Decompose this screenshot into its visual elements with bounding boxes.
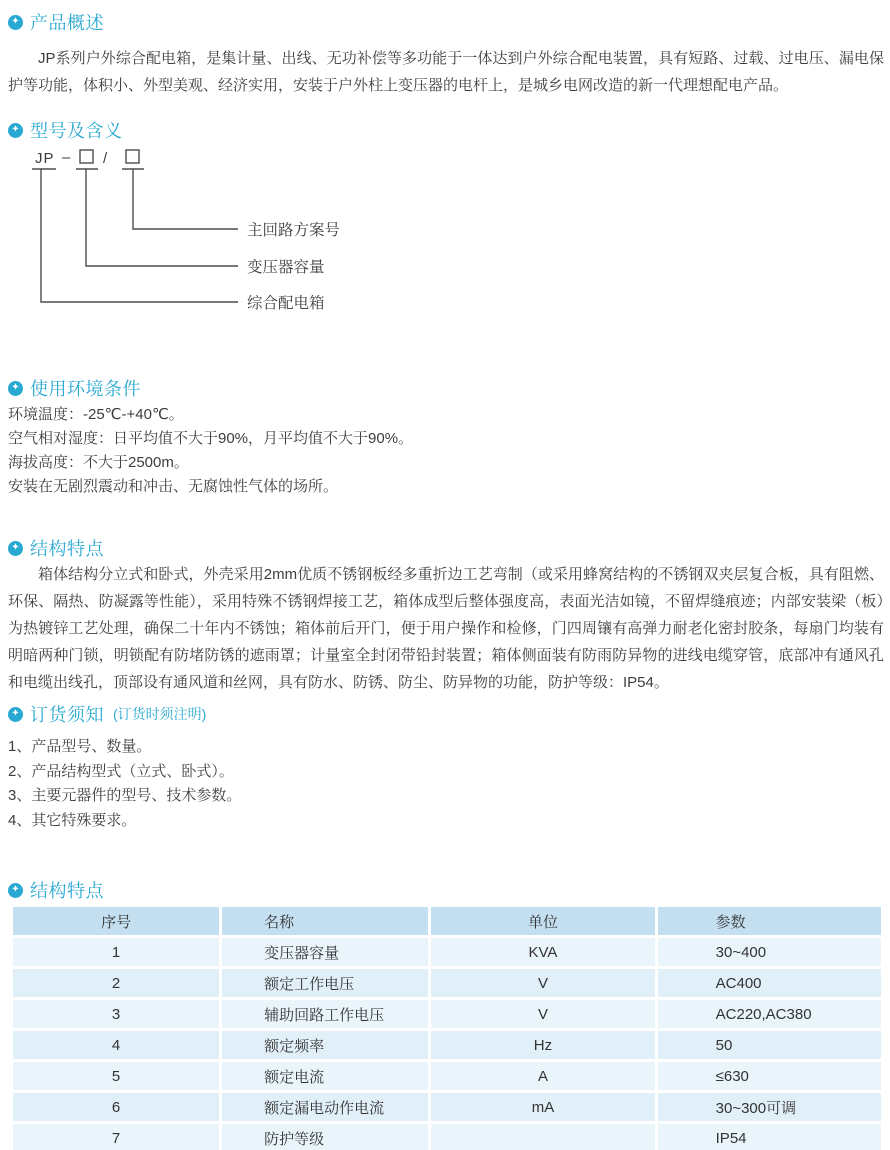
cell-name: 防护等级 — [222, 1124, 428, 1150]
section-header-structure — [8, 535, 104, 561]
column-header-index: 序号 — [13, 907, 219, 935]
structure-paragraph: 箱体结构分立式和卧式，外壳采用2mm优质不锈钢板经多重折边工艺弯制（或采用蜂窝结构的不锈钢双夹层复合板，具有阻燃、环保、隔热、防凝露等性能），采用特殊不锈钢焊接工艺，箱体成型后整体强度高，表面光洁如镜，不留焊缝痕迹；内部安装梁（板）为热镀锌工艺处理，确保二十年内不锈蚀；箱体前后开门，便于用户操作和检修，门四周镶有高弹力耐老化密封胶条，每扇门均装有明暗两种门锁，明锁配有防堵防锈的遮雨罩；计量室全封闭带铅封装置；箱体侧面装有防雨防异物的进线电缆穿管，底部冲有通风孔和电缆出线孔，顶部设有通风道和丝网，具有防水、防锈、防尘、防异物的功能，防护等级：IP54。 — [8, 566, 884, 691]
order-item-2: 2、产品结构型式（立式、卧式）。 — [8, 762, 234, 780]
model-prefix: JP — [35, 150, 55, 167]
section-header-environment — [8, 375, 141, 401]
cell-unit: A — [431, 1062, 654, 1090]
model-box-capacity — [80, 150, 93, 163]
section-title-structure: 结构特点 — [30, 539, 104, 559]
section-header-model — [8, 117, 123, 143]
table-row — [13, 1124, 881, 1150]
order-item-3: 3、主要元器件的型号、技术参数。 — [8, 787, 242, 804]
cell-index: 2 — [13, 969, 219, 997]
cell-parameter: AC400 — [658, 969, 881, 997]
cell-parameter: IP54 — [658, 1124, 881, 1150]
technical-parameters-table — [10, 904, 884, 1150]
env-item-humidity: 空气相对湿度：日平均值不大于90%，月平均值不大于90%。 — [8, 430, 414, 447]
section-header-overview — [8, 9, 104, 35]
cell-name: 额定频率 — [222, 1031, 428, 1059]
cell-name: 额定工作电压 — [222, 969, 428, 997]
env-item-location: 安装在无剧烈震动和冲击、无腐蚀性气体的场所。 — [8, 478, 339, 495]
cell-index: 6 — [13, 1093, 219, 1121]
connector-scheme — [133, 169, 238, 229]
env-item-temperature: 环境温度：-25℃-+40℃。 — [8, 406, 184, 423]
star-circle-icon: ✦ — [8, 381, 23, 396]
table-header-row — [13, 907, 881, 935]
cell-index: 1 — [13, 938, 219, 966]
star-circle-icon: ✦ — [8, 707, 23, 722]
star-circle-icon: ✦ — [8, 123, 23, 138]
cell-name: 辅助回路工作电压 — [222, 1000, 428, 1028]
label-transformer-capacity: 变压器容量 — [247, 259, 325, 276]
table-row — [13, 969, 881, 997]
ordering-notes-list — [8, 735, 241, 833]
cell-unit — [431, 1124, 654, 1150]
table-row — [13, 1062, 881, 1090]
cell-parameter: 30~300可调 — [658, 1093, 881, 1121]
table-row — [13, 1031, 881, 1059]
section-title-model: 型号及含义 — [30, 121, 123, 141]
model-designation-diagram — [0, 146, 890, 320]
table-row — [13, 1000, 881, 1028]
column-header-unit: 单位 — [431, 907, 654, 935]
section-title-ordering: 订货须知 — [30, 705, 104, 725]
cell-unit: V — [431, 1000, 654, 1028]
section-title-environment: 使用环境条件 — [30, 379, 141, 399]
order-item-1: 1、产品型号、数量。 — [8, 738, 152, 755]
section-title-parameters: 结构特点 — [30, 881, 104, 901]
cell-unit: V — [431, 969, 654, 997]
label-distribution-box: 综合配电箱 — [247, 295, 325, 312]
connector-capacity — [86, 169, 238, 266]
cell-parameter: AC220,AC380 — [658, 1000, 881, 1028]
cell-name: 额定电流 — [222, 1062, 428, 1090]
model-box-scheme — [126, 150, 139, 163]
cell-unit: mA — [431, 1093, 654, 1121]
cell-name: 变压器容量 — [222, 938, 428, 966]
star-circle-icon: ✦ — [8, 15, 23, 30]
column-header-parameter: 参数 — [658, 907, 881, 935]
table-row — [13, 938, 881, 966]
section-title-overview: 产品概述 — [30, 13, 104, 33]
cell-parameter: 30~400 — [658, 938, 881, 966]
star-circle-icon: ✦ — [8, 541, 23, 556]
cell-index: 4 — [13, 1031, 219, 1059]
environment-conditions-list — [8, 403, 413, 499]
label-main-circuit-scheme: 主回路方案号 — [247, 222, 341, 239]
cell-parameter: 50 — [658, 1031, 881, 1059]
model-dash: – — [62, 149, 72, 166]
env-item-altitude: 海拔高度：不大于2500m。 — [8, 454, 189, 471]
cell-unit: KVA — [431, 938, 654, 966]
connector-box — [41, 169, 238, 302]
order-item-4: 4、其它特殊要求。 — [8, 811, 137, 829]
cell-index: 7 — [13, 1124, 219, 1150]
star-circle-icon: ✦ — [8, 883, 23, 898]
cell-index: 5 — [13, 1062, 219, 1090]
column-header-name: 名称 — [222, 907, 428, 935]
section-header-parameters — [8, 877, 104, 903]
section-subtitle-ordering: (订货时须注明) — [113, 706, 207, 722]
section-header-ordering — [8, 701, 206, 727]
cell-parameter: ≤630 — [658, 1062, 881, 1090]
overview-paragraph: JP系列户外综合配电箱，是集计量、出线、无功补偿等多功能于一体达到户外综合配电装置，具有短路、过载、过电压、漏电保护等功能，体积小、外型美观、经济实用，安装于户外柱上变压器的电杆上，是城乡电网改造的新一代理想配电产品。 — [8, 50, 884, 94]
cell-unit: Hz — [431, 1031, 654, 1059]
cell-index: 3 — [13, 1000, 219, 1028]
cell-name: 额定漏电动作电流 — [222, 1093, 428, 1121]
model-slash: / — [103, 150, 109, 167]
table-row — [13, 1093, 881, 1121]
